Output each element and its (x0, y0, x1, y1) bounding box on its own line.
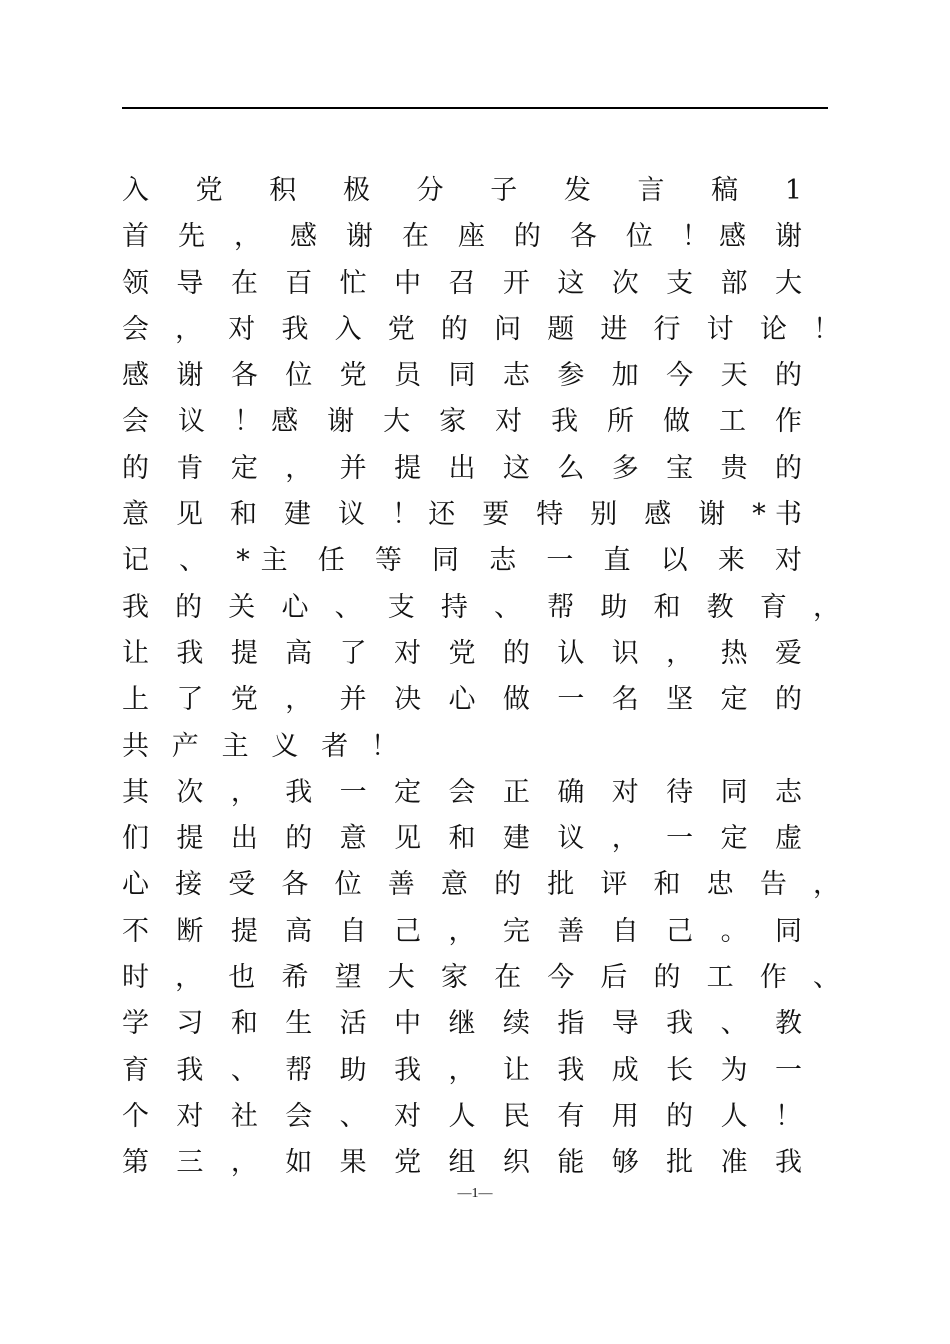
text-line: 记 、 *主 任 等 同 志 一 直 以 来 对 (122, 545, 802, 577)
page-number: —1— (457, 1186, 493, 1201)
text-line: 会 议 ！感 谢 大 家 对 我 所 做 工 作 (122, 406, 802, 438)
text-line: 共 产 主 义 者 ！ (122, 730, 398, 762)
text-line: 第 三 ， 如 果 党 组 织 能 够 批 准 我 (122, 1147, 802, 1179)
title-line: 入 党 积 极 分 子 发 言 稿 1 (122, 175, 802, 206)
text-line: 领 导 在 百 忙 中 召 开 这 次 支 部 大 (122, 267, 802, 299)
text-line: 学 习 和 生 活 中 继 续 指 导 我 、 教 (122, 1008, 802, 1040)
text-line: 让 我 提 高 了 对 党 的 认 识 ， 热 爱 (122, 637, 802, 669)
text-line: 时 ， 也 希 望 大 家 在 今 后 的 工 作 、 (122, 962, 840, 994)
text-line: 意 见 和 建 议 ！还 要 特 别 感 谢 *书 (122, 499, 802, 531)
text-line: 上 了 党 ， 并 决 心 做 一 名 坚 定 的 (122, 684, 802, 716)
document-body (122, 168, 840, 1187)
text-line: 个 对 社 会 、 对 人 民 有 用 的 人 ！ (122, 1100, 802, 1132)
text-line: 们 提 出 的 意 见 和 建 议 ， 一 定 虚 (122, 823, 802, 855)
text-line: 育 我 、 帮 助 我 ， 让 我 成 长 为 一 (122, 1054, 802, 1086)
text-line: 会 ， 对 我 入 党 的 问 题 进 行 讨 论 ！ (122, 313, 840, 345)
header-rule (122, 107, 828, 109)
text-line: 我 的 关 心 、 支 持 、 帮 助 和 教 育 ， (122, 591, 840, 623)
text-line: 感 谢 各 位 党 员 同 志 参 加 今 天 的 (122, 360, 802, 392)
text-line: 心 接 受 各 位 善 意 的 批 评 和 忠 告 ， (122, 869, 840, 901)
text-line: 其 次 ， 我 一 定 会 正 确 对 待 同 志 (122, 776, 802, 808)
text-line: 首 先 ， 感 谢 在 座 的 各 位 ！感 谢 (122, 221, 802, 253)
text-line: 的 肯 定 ， 并 提 出 这 么 多 宝 贵 的 (122, 452, 802, 484)
text-line: 不 断 提 高 自 己 ， 完 善 自 己 。 同 (122, 915, 802, 947)
